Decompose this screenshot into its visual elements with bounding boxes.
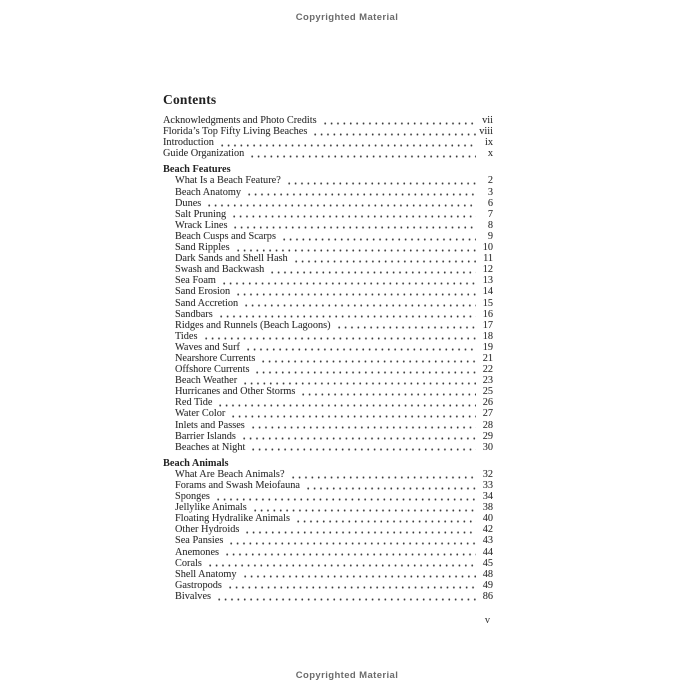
toc-entry (163, 591, 493, 602)
page-title: Contents (163, 92, 217, 107)
toc-entry-page: 29 (482, 430, 493, 442)
toc-entry-page: 12 (482, 264, 493, 276)
dot-leader (286, 182, 476, 185)
toc-entry (163, 431, 493, 442)
toc-entry (163, 342, 493, 353)
toc-entry-label: Introduction (163, 137, 214, 149)
toc-entry-label: Offshore Currents (175, 364, 250, 376)
toc-entry-page: 13 (482, 275, 493, 287)
toc-entry-label: Bivalves (175, 590, 212, 602)
page-content (163, 92, 493, 626)
toc-entry-label: Anemones (175, 546, 220, 558)
dot-leader (290, 476, 476, 479)
dot-leader (245, 348, 476, 351)
dot-leader (224, 553, 476, 556)
toc-entry-label: What Is a Beach Feature? (175, 175, 281, 187)
dot-leader (243, 304, 476, 307)
toc-entry-page: 10 (482, 242, 493, 254)
dot-leader (293, 260, 476, 263)
toc-entry-page: 3 (487, 186, 493, 198)
dot-leader (260, 360, 476, 363)
toc-entry-page: 26 (482, 397, 493, 409)
toc-entry (163, 264, 493, 275)
toc-entry-label: Salt Pruning (175, 208, 227, 220)
dot-leader (232, 226, 476, 229)
toc-entry-page: 16 (482, 308, 493, 320)
dot-leader (250, 426, 476, 429)
toc-entry-label: Floating Hydralike Animals (175, 513, 290, 525)
dot-leader (281, 238, 476, 241)
toc-entry-page: 34 (482, 491, 493, 503)
dot-leader (221, 282, 476, 285)
toc-entry (163, 386, 493, 397)
toc-entry-label: Waves and Surf (175, 341, 240, 353)
toc-entry (163, 298, 493, 309)
toc-entry (163, 231, 493, 242)
toc-entry-page: 42 (482, 524, 493, 536)
toc-section-heading: Beach Features (163, 164, 231, 176)
toc-entry-page: vii (482, 115, 493, 126)
toc-entry (163, 137, 493, 148)
toc-entry-page: 6 (487, 197, 493, 209)
toc-entry (163, 275, 493, 286)
toc-entry-label: Swash and Backwash (175, 264, 265, 276)
dot-leader (231, 215, 476, 218)
toc-entry-label: Beach Anatomy (175, 186, 242, 198)
toc-entry-page: 7 (487, 208, 493, 220)
dot-leader (228, 542, 476, 545)
dot-leader (249, 155, 476, 158)
dot-leader (227, 586, 476, 589)
toc-entry-page: 48 (482, 568, 493, 580)
toc-entry-label: Sea Foam (175, 275, 216, 287)
toc-entry-page: 21 (482, 352, 493, 364)
dot-leader (242, 575, 477, 578)
toc-entry-page: x (487, 148, 493, 160)
toc-entry-label: Red Tide (175, 397, 213, 409)
toc-entry (163, 442, 493, 453)
copyright-notice-bottom: Copyrighted Material (295, 670, 399, 681)
toc-entry-label: Sea Pansies (175, 535, 224, 547)
dot-leader (219, 144, 476, 147)
toc-entry-page: 25 (482, 386, 493, 398)
toc-entry (163, 309, 493, 320)
dot-leader (244, 531, 476, 534)
toc-entry-page: 2 (487, 175, 493, 187)
dot-leader (230, 415, 476, 418)
toc-entry-label: Inlets and Passes (175, 419, 245, 431)
toc-entry (163, 353, 493, 364)
toc-entry (163, 513, 493, 524)
dot-leader (295, 520, 476, 523)
toc-section-heading: Beach Animals (163, 457, 229, 469)
toc-entry (163, 480, 493, 491)
dot-leader (254, 371, 476, 374)
toc-entry (163, 535, 493, 546)
toc-entry-label: Beach Cusps and Scarps (175, 230, 276, 242)
toc-entry (163, 253, 493, 264)
dot-leader (269, 271, 476, 274)
toc-entry-label: Shell Anatomy (175, 568, 237, 580)
dot-leader (235, 249, 476, 252)
toc-entry-page: viii (479, 126, 493, 138)
toc-entry-label: Nearshore Currents (175, 352, 256, 364)
toc-entry-page: 11 (483, 253, 493, 265)
toc-entry-page: 33 (482, 480, 493, 491)
dot-leader (300, 393, 476, 396)
toc-entry (163, 491, 493, 502)
toc-entry (163, 547, 493, 558)
dot-leader (241, 437, 476, 440)
dot-leader (336, 326, 476, 329)
toc-entry-label: Sandbars (175, 308, 213, 320)
toc-entry (163, 469, 493, 480)
page-number: v (484, 615, 490, 627)
toc-entry-page: 40 (482, 513, 493, 525)
toc-entry (163, 220, 493, 231)
toc-entry (163, 558, 493, 569)
toc-entry-page: 44 (482, 546, 493, 558)
toc-entry-label: Dunes (175, 197, 202, 209)
toc-entry-page: 23 (482, 375, 493, 387)
toc-entry (163, 524, 493, 535)
toc-entry (163, 286, 493, 297)
toc-entry (163, 569, 493, 580)
toc-entry-page: 9 (487, 230, 493, 242)
toc-entry-label: Wrack Lines (175, 219, 228, 231)
toc-entry-label: What Are Beach Animals? (175, 468, 285, 480)
toc-entry-page: 43 (482, 535, 493, 547)
toc-entry (163, 187, 493, 198)
toc-entry-label: Forams and Swash Meiofauna (175, 480, 300, 491)
toc-entry (163, 175, 493, 186)
dot-leader (203, 337, 476, 340)
toc-entry (163, 126, 493, 137)
toc-entry-page: 30 (482, 441, 493, 453)
toc-entry-label: Other Hydroids (175, 524, 240, 536)
toc-entry-label: Guide Organization (163, 148, 245, 160)
toc-entry-page: 32 (482, 468, 493, 480)
dot-leader (305, 487, 476, 490)
toc-entry (163, 364, 493, 375)
toc-entry-page: 45 (482, 557, 493, 569)
toc-entry-label: Sand Accretion (175, 297, 239, 309)
toc-entry-page: 17 (482, 319, 493, 331)
dot-leader (235, 293, 476, 296)
toc-entry-label: Jellylike Animals (175, 502, 247, 514)
toc-entry (163, 198, 493, 209)
toc-entry-page: 38 (482, 502, 493, 514)
copyright-notice-top: Copyrighted Material (295, 12, 399, 23)
dot-leader (206, 204, 476, 207)
toc-entry-page: 19 (482, 341, 493, 353)
toc-entry (163, 408, 493, 419)
dot-leader (217, 404, 476, 407)
dot-leader (322, 122, 476, 125)
toc-entry-label: Beaches at Night (175, 441, 246, 453)
toc-entry (163, 397, 493, 408)
toc-entry (163, 331, 493, 342)
toc-entry (163, 420, 493, 431)
toc-entry-label: Acknowledgments and Photo Credits (163, 115, 317, 126)
toc-entry-label: Barrier Islands (175, 430, 236, 442)
dot-leader (242, 382, 476, 385)
dot-leader (252, 509, 476, 512)
toc-entry-label: Tides (175, 330, 198, 342)
toc-entry (163, 242, 493, 253)
toc-entry-label: Gastropods (175, 579, 222, 591)
toc-entry-label: Beach Weather (175, 375, 238, 387)
toc-entry-label: Sponges (175, 491, 210, 503)
dot-leader (312, 133, 476, 136)
toc-entry-label: Sand Ripples (175, 242, 230, 254)
table-of-contents (163, 115, 493, 602)
toc-entry-page: 15 (482, 297, 493, 309)
toc-entry (163, 115, 493, 126)
toc-entry-page: 8 (487, 219, 493, 231)
toc-entry (163, 375, 493, 386)
toc-entry-page: 18 (482, 330, 493, 342)
toc-entry (163, 580, 493, 591)
toc-entry-page: 22 (482, 364, 493, 376)
dot-leader (207, 564, 476, 567)
toc-entry-label: Sand Erosion (175, 286, 231, 298)
toc-entry (163, 502, 493, 513)
toc-entry-label: Corals (175, 557, 202, 569)
toc-entry-page: 27 (482, 408, 493, 420)
toc-entry-label: Water Color (175, 408, 226, 420)
toc-entry-label: Hurricanes and Other Storms (175, 386, 296, 398)
toc-entry-page: 86 (482, 590, 493, 602)
dot-leader (216, 598, 476, 601)
dot-leader (218, 315, 476, 318)
dot-leader (250, 448, 476, 451)
dot-leader (215, 498, 476, 501)
toc-entry-label: Dark Sands and Shell Hash (175, 253, 288, 265)
toc-entry (163, 148, 493, 159)
toc-entry-page: 49 (482, 579, 493, 591)
dot-leader (246, 193, 476, 196)
toc-entry (163, 209, 493, 220)
toc-entry-label: Ridges and Runnels (Beach Lagoons) (175, 319, 331, 331)
toc-entry-label: Florida’s Top Fifty Living Beaches (163, 126, 308, 138)
toc-entry-page: 14 (482, 286, 493, 298)
toc-entry (163, 320, 493, 331)
toc-entry-page: ix (484, 137, 493, 149)
toc-entry-page: 28 (482, 419, 493, 431)
